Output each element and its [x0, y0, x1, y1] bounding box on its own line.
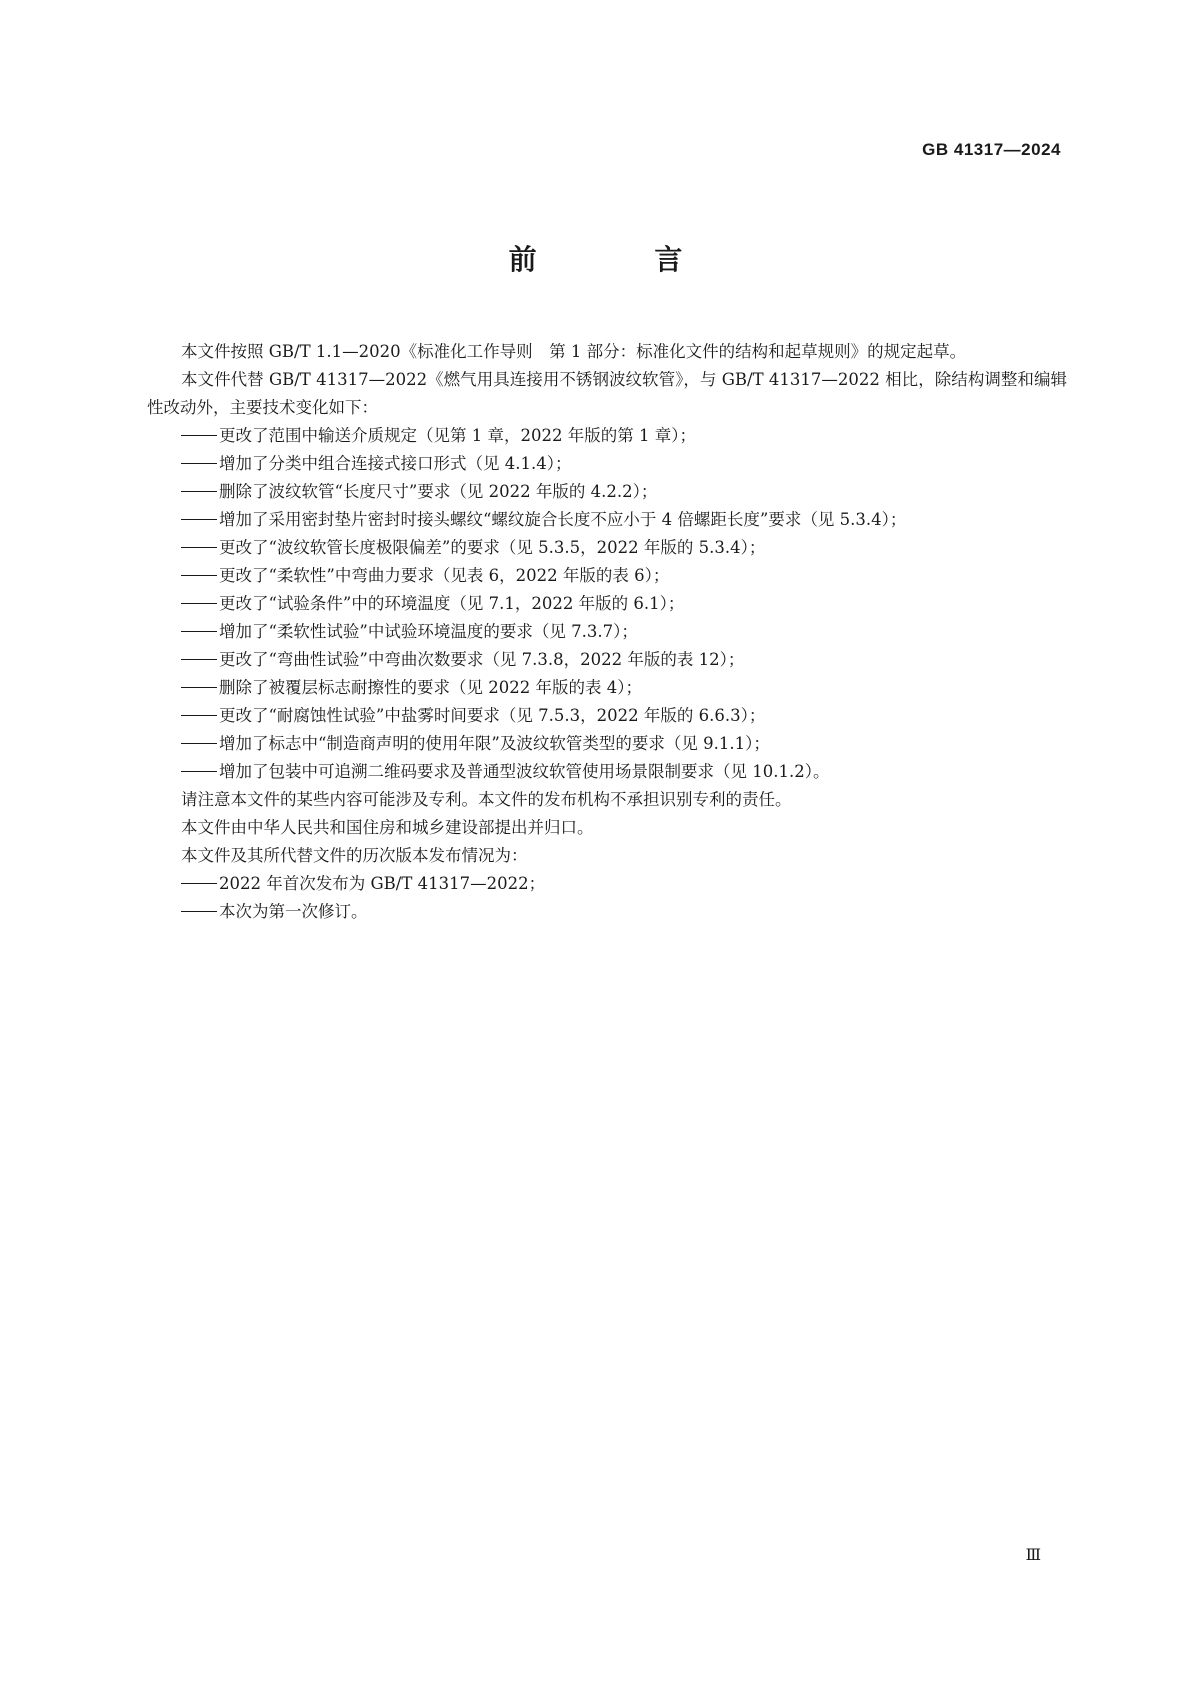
dash-marker [181, 575, 217, 576]
paragraph-replacement: 本文件代替 GB/T 41317—2022《燃气用具连接用不锈钢波纹软管》，与 GB/T 41317—2022 相比，除结构调整和编辑性改动外，主要技术变化如下： [147, 370, 1067, 417]
list-item [147, 702, 1067, 730]
dash-marker [181, 659, 217, 660]
history-list [147, 870, 1067, 926]
list-item [147, 870, 1067, 898]
changes-list [147, 422, 1067, 786]
list-item-text: 增加了标志中“制造商声明的使用年限”及波纹软管类型的要求（见 9.1.1）； [219, 734, 770, 753]
dash-marker [181, 883, 217, 884]
list-item-text: 增加了分类中组合连接式接口形式（见 4.1.4）； [219, 454, 572, 473]
dash-marker [181, 715, 217, 716]
list-item [147, 898, 1067, 926]
paragraph-proposer: 本文件由中华人民共和国住房和城乡建设部提出并归口。 [181, 818, 594, 837]
list-item-text: 更改了“耐腐蚀性试验”中盐雾时间要求（见 7.5.3，2022 年版的 6.6.3）； [219, 706, 766, 725]
dash-marker [181, 519, 217, 520]
page-number: Ⅲ [1025, 1545, 1041, 1564]
list-item-text: 2022 年首次发布为 GB/T 41317—2022； [219, 874, 546, 893]
list-item [147, 478, 1067, 506]
list-item-text: 更改了“弯曲性试验”中弯曲次数要求（见 7.3.8，2022 年版的表 12）； [219, 650, 745, 669]
list-item-text: 增加了包装中可追溯二维码要求及普通型波纹软管使用场景限制要求（见 10.1.2）。 [219, 762, 830, 781]
list-item-text: 更改了“试验条件”中的环境温度（见 7.1，2022 年版的 6.1）； [219, 594, 685, 613]
list-item [147, 534, 1067, 562]
list-item-text: 更改了“柔软性”中弯曲力要求（见表 6，2022 年版的表 6）； [219, 566, 670, 585]
list-item-text: 删除了波纹软管“长度尺寸”要求（见 2022 年版的 4.2.2）； [219, 482, 658, 501]
dash-marker [181, 547, 217, 548]
list-item [147, 506, 1067, 534]
list-item-text: 更改了范围中输送介质规定（见第 1 章，2022 年版的第 1 章）； [219, 426, 696, 445]
paragraph-drafting-basis: 本文件按照 GB/T 1.1—2020《标准化工作导则 第 1 部分：标准化文件的结构和起草规则》的规定起草。 [181, 342, 967, 361]
list-item [147, 646, 1067, 674]
paragraph-patent-notice: 请注意本文件的某些内容可能涉及专利。本文件的发布机构不承担识别专利的责任。 [181, 790, 792, 809]
list-item [147, 730, 1067, 758]
foreword-body [147, 338, 1067, 926]
list-item-text: 增加了采用密封垫片密封时接头螺纹“螺纹旋合长度不应小于 4 倍螺距长度”要求（见 5.3.4）； [219, 510, 907, 529]
list-item-text: 删除了被覆层标志耐擦性的要求（见 2022 年版的表 4）； [219, 678, 642, 697]
dash-marker [181, 743, 217, 744]
list-item [147, 562, 1067, 590]
dash-marker [181, 491, 217, 492]
list-item [147, 422, 1067, 450]
list-item-text: 增加了“柔软性试验”中试验环境温度的要求（见 7.3.7）； [219, 622, 638, 641]
paragraph-history-intro: 本文件及其所代替文件的历次版本发布情况为： [181, 846, 528, 865]
dash-marker [181, 911, 217, 912]
dash-marker [181, 687, 217, 688]
list-item [147, 450, 1067, 478]
dash-marker [181, 463, 217, 464]
list-item [147, 618, 1067, 646]
dash-marker [181, 603, 217, 604]
list-item-text: 本次为第一次修订。 [219, 902, 368, 921]
list-item [147, 590, 1067, 618]
list-item-text: 更改了“波纹软管长度极限偏差”的要求（见 5.3.5，2022 年版的 5.3.4）； [219, 538, 766, 557]
page-title: 前 言 [508, 243, 737, 276]
list-item [147, 758, 1067, 786]
dash-marker [181, 435, 217, 436]
dash-marker [181, 631, 217, 632]
document-code: GB 41317—2024 [922, 140, 1061, 159]
list-item [147, 674, 1067, 702]
dash-marker [181, 771, 217, 772]
